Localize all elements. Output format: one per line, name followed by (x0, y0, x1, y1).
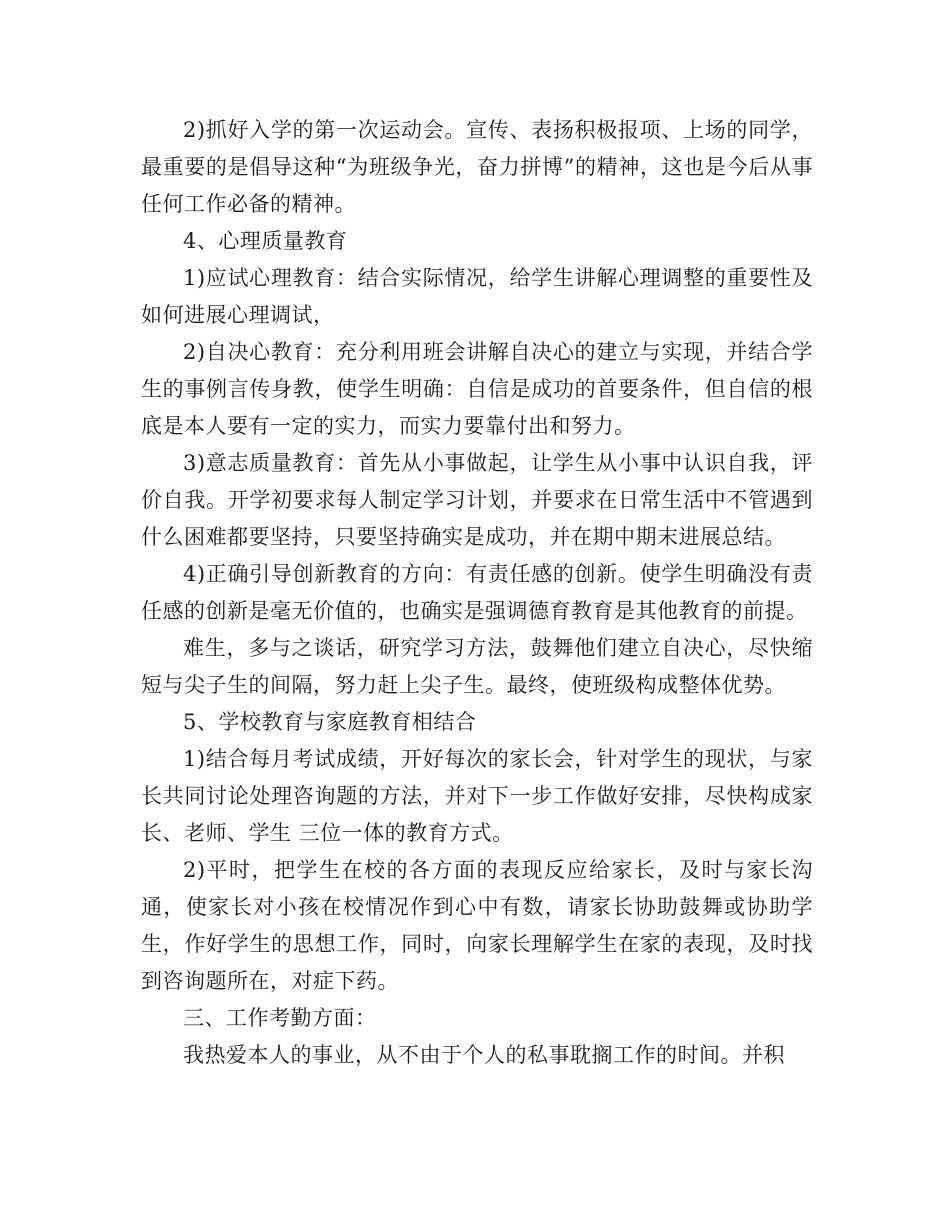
paragraph-parent-meetings: 1)结合每月考试成绩，开好每次的家长会，针对学生的现状，与家长共同讨论处理咨询题的方法，并对下一步工作做好安排，尽快构成家长、老师、学生 三位一体的教育方式。 (141, 747, 813, 845)
paragraph-parent-communication: 2)平时，把学生在校的各方面的表现反应给家长，及时与家长沟通，使家长对小孩在校情况作到心中有数，请家长协助鼓舞或协助学生，作好学生的思想工作，同时，向家长理解学生在家的表现，及时找到咨询题所在，对症下药。 (141, 858, 813, 993)
document-body (141, 112, 813, 1074)
paragraph-exam-psychology: 1)应试心理教育：结合实际情况，给学生讲解心理调整的重要性及如何进展心理调试， (141, 266, 813, 327)
paragraph-sports-meet: 2)抓好入学的第一次运动会。宣传、表扬积极报项、上场的同学，最重要的是倡导这种“为班级争光，奋力拼博”的精神，这也是今后从事任何工作必备的精神。 (141, 118, 813, 216)
section-heading-school-family: 5、学校教育与家庭教育相结合 (183, 710, 477, 734)
section-heading-psychology: 4、心理质量教育 (183, 229, 348, 253)
section-heading-attendance: 三、工作考勤方面： (183, 1006, 377, 1030)
paragraph-struggling-students: 难生，多与之谈话，研究学习方法，鼓舞他们建立自决心，尽快缩短与尖子生的间隔，努力赶上尖子生。最终，使班级构成整体优势。 (141, 636, 813, 697)
paragraph-willpower: 3)意志质量教育：首先从小事做起，让学生从小事中认识自我，评价自我。开学初要求每人制定学习计划，并要求在日常生活中不管遇到什么困难都要坚持，只要坚持确实是成功，并在期中期末进展总结。 (141, 451, 813, 549)
paragraph-innovation: 4)正确引导创新教育的方向：有责任感的创新。使学生明确没有责任感的创新是毫无价值的，也确实是强调德育教育是其他教育的前提。 (141, 562, 813, 623)
paragraph-confidence: 2)自决心教育：充分利用班会讲解自决心的建立与实现，并结合学生的事例言传身教，使学生明确：自信是成功的首要条件，但自信的根底是本人要有一定的实力，而实力要靠付出和努力。 (141, 340, 813, 438)
paragraph-dedication: 我热爱本人的事业，从不由于个人的私事耽搁工作的时间。并积 (183, 1043, 785, 1067)
